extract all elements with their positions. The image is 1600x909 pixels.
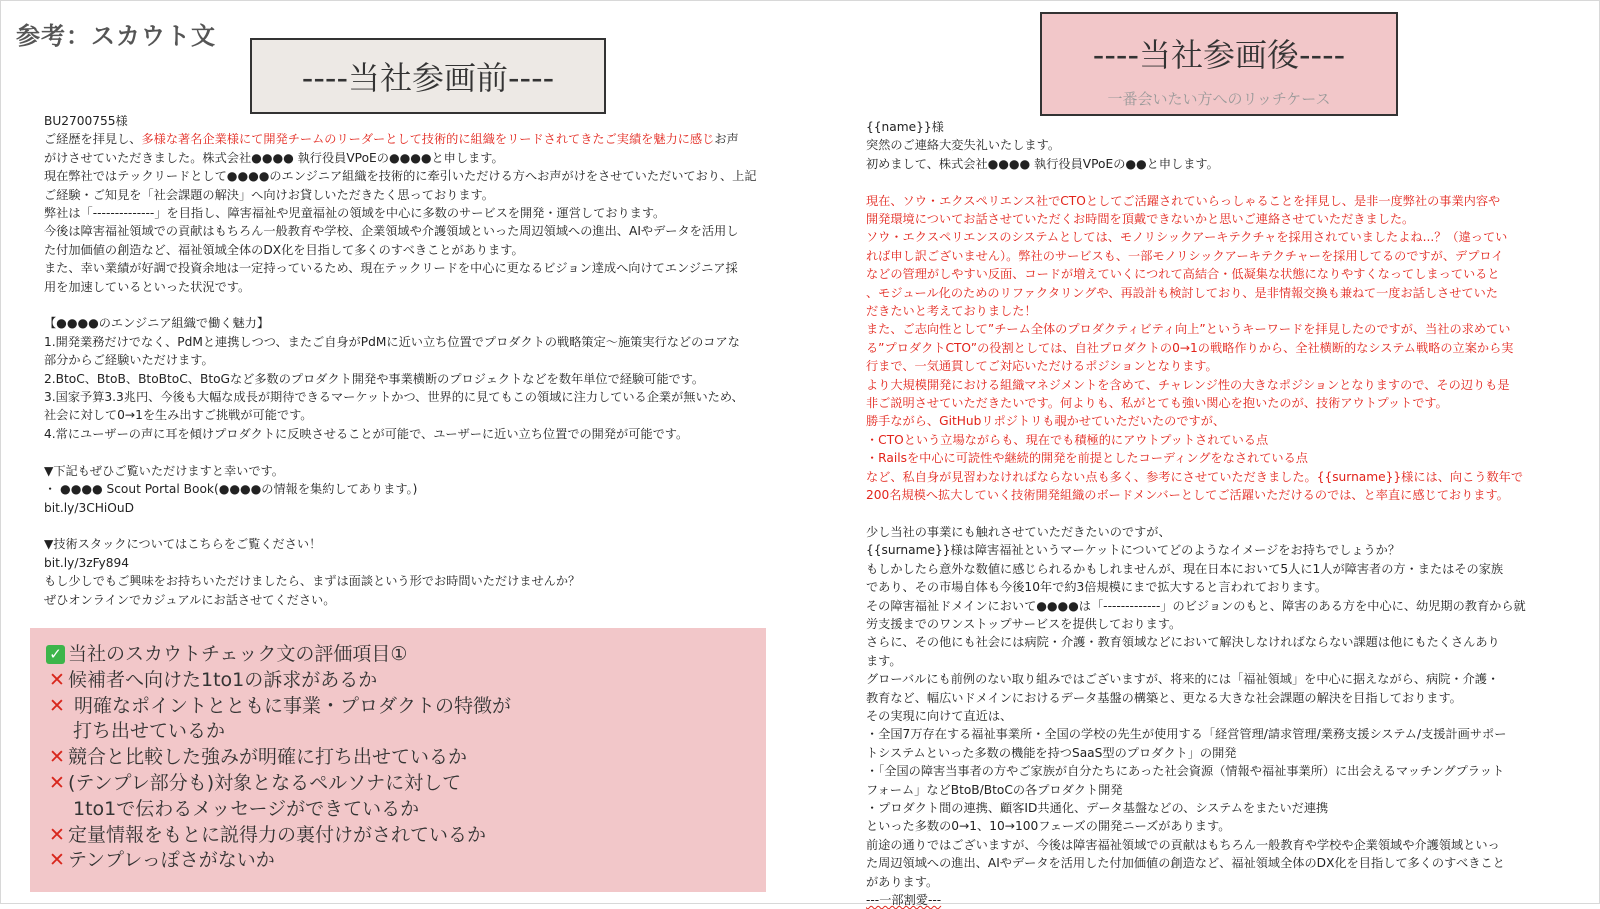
check-mark-icon: ✓: [46, 645, 65, 664]
before-title: ----当社参画前----: [301, 59, 555, 97]
letter-text: 開発環境についてお話させていただくお時間を頂戴できないかと思いご連絡させていただきました。: [866, 212, 1415, 227]
letter-text: 多様な著名企業様にて開発チームのリーダーとして技術的に組織をリードされてきたご実績を魅力に感じ: [141, 132, 715, 147]
letter-text: お声: [714, 132, 739, 147]
letter-line: [44, 370, 814, 388]
letter-line: [44, 462, 814, 480]
after-subtitle: 一番会いたい方へのリッチケース: [1107, 90, 1331, 108]
letter-text: 勝手ながら、GitHubリポジトリも覗かせていただいたのですが、: [866, 414, 1226, 429]
letter-line: [866, 265, 1578, 283]
letter-line: [44, 443, 814, 461]
letter-line: [44, 554, 814, 572]
checklist-item: [46, 694, 750, 720]
letter-text: 少し当社の事業にも触れさせていただきたいのですが、: [866, 524, 1171, 539]
before-title-box: [250, 38, 606, 114]
letter-text: る”プロダクトCTO”の役割としては、自社プロダクトの0→1の戦略作りから、全社横断的なシステム戦略の立案から実: [866, 340, 1514, 355]
letter-line: [866, 633, 1578, 651]
letter-line: [866, 799, 1578, 817]
letter-text: 今後は障害福祉領域での貢献はもちろん一般教育や学校、企業領域や介護領域といった周辺領域への進出、AIやデータを活用し: [44, 224, 739, 239]
letter-line: [44, 388, 814, 406]
letter-text: など、私自身が見習わなければならない点も多く、参考にさせていただきました。{{surname}}様には、向こう数年で: [866, 469, 1524, 484]
letter-line: [866, 376, 1578, 394]
letter-text: 弊社は「--------------」を目指し、障害福祉や児童福祉の領域を中心に多数のサービスを開発・運営しております。: [44, 206, 666, 221]
letter-line: [866, 781, 1578, 799]
letter-line: [866, 412, 1578, 430]
checklist-item: [46, 745, 750, 771]
letter-line: [866, 541, 1578, 559]
letter-line: [866, 615, 1578, 633]
evaluation-checklist: [30, 628, 766, 892]
letter-line: [44, 167, 814, 185]
letter-text: ---一部割愛---: [866, 893, 942, 908]
letter-text: 3.国家予算3.3兆円、今後も大幅な成長が期待できるマーケットかつ、世界的に見てもこの領域に注力している企業が無いため、: [44, 390, 744, 405]
letter-line: [866, 449, 1578, 467]
letter-line: [866, 339, 1578, 357]
letter-text: BU2700755様: [44, 114, 128, 128]
letter-line: [866, 652, 1578, 670]
letter-text: より大規模開発における組織マネジメントを含めて、チャレンジ性の大きなポジションとなりますので、その辺りも是: [866, 377, 1510, 392]
letter-line: [44, 296, 814, 314]
letter-line: [44, 535, 814, 553]
checklist-item-text: テンプレっぽさがないか: [68, 849, 275, 872]
letter-text: また、ご志向性として”チーム全体のプロダクティビティ向上”というキーワードを拝見したのですが、当社の求めてい: [866, 322, 1511, 337]
letter-line: [866, 468, 1578, 486]
cross-mark-icon: ✕: [49, 823, 65, 846]
letter-text: 社会に対して0→1を生み出すご挑戦が可能です。: [44, 408, 313, 423]
letter-text: bit.ly/3CHiOuD: [44, 500, 134, 515]
letter-text: ぜひオンラインでカジュアルにお話させてください。: [44, 592, 336, 607]
letter-text: といった多数の0→1、10→100フェーズの開発ニーズがあります。: [866, 819, 1231, 834]
letter-text: 労支援までのワンストップサービスを提供しております。: [866, 616, 1182, 631]
letter-text: 4.常にユーザーの声に耳を傾けプロダクトに反映させることが可能で、ユーザーに近い立ち位置での開発が可能です。: [44, 426, 689, 441]
letter-line: [866, 357, 1578, 375]
checklist-item-text: 明確なポイントとともに事業・プロダクトの特徴が: [68, 694, 512, 717]
letter-line: [866, 247, 1578, 265]
letter-text: であり、その市場自体も今後10年で約3倍規模にまで拡大すると言われております。: [866, 580, 1328, 595]
letter-line: [866, 486, 1578, 504]
checklist-item-text: 候補者へ向けた1to1の訴求があるか: [68, 668, 378, 691]
page-title: 参考：スカウト文: [16, 22, 216, 50]
letter-text: 教育など、幅広いドメインにおけるデータ基盤の構築と、更なる大きな社会課題の解決を目指しております。: [866, 690, 1462, 705]
letter-text: ます。: [866, 653, 902, 668]
letter-text: 行まで、一気通貫してご対応いただけるポジションとなります。: [866, 359, 1218, 374]
letter-line: [44, 130, 814, 148]
letter-line: [866, 210, 1578, 228]
letter-line: [866, 560, 1578, 578]
letter-line: [866, 689, 1578, 707]
letter-text: その障害福祉ドメインにおいて●●●●は「-------------」のビジョンのもと、障害のある方を中心に、幼児期の教育から就: [866, 598, 1526, 613]
letter-text: ・「全国の障害当事者の方やご家族が自分たちにあった社会資源（情報や福祉事業所）に出会えるマッチングプラット: [866, 764, 1505, 779]
letter-line: [866, 394, 1578, 412]
letter-text: 前途の通りではございますが、今後は障害福祉領域での貢献はもちろん一般教育や学校や企業領域や介護領域といっ: [866, 837, 1500, 852]
letter-text: ご経歴を拝見し、: [44, 132, 142, 147]
letter-text: トシステムといった多数の機能を持つSaaS型のプロダクト」の開発: [866, 745, 1237, 760]
after-title-box: [1040, 12, 1398, 116]
letter-text: だきたいと考えておりました！: [866, 304, 1037, 319]
letter-line: [866, 854, 1578, 872]
letter-line: [866, 578, 1578, 596]
letter-line: [44, 259, 814, 277]
letter-text: ソウ・エクスペリエンスのシステムとしては、モノリシックアーキテクチャを採用されていましたよね...？（違ってい: [866, 230, 1508, 245]
checklist-item: [46, 797, 750, 823]
letter-line: [44, 278, 814, 296]
cross-mark-icon: ✕: [49, 771, 65, 794]
letter-line: [866, 670, 1578, 688]
letter-line: [44, 499, 814, 517]
letter-text: がけさせていただきました。株式会社●●●● 執行役員VPoEの●●●●と申します。: [44, 150, 504, 165]
cross-mark-icon: ✕: [49, 668, 65, 691]
letter-text: 用を加速しているといった状況です。: [44, 279, 251, 294]
letter-text: 部分からご経験いただけます。: [44, 353, 214, 368]
letter-line: [44, 517, 814, 535]
letter-text: た周辺領域への進出、AIやデータを活用した付加価値の創造など、福祉領域全体のDX化を目指して多くのすべきこと: [866, 856, 1505, 871]
checklist-item-text: (テンプレ部分も)対象となるペルソナに対して: [68, 771, 462, 794]
letter-text: ・ ●●●● Scout Portal Book(●●●●の情報を集約してあります。): [44, 482, 418, 497]
letter-text: 200名規模へ拡大していく技術開発組織のボードメンバーとしてご活躍いただけるのでは、と率直に感じております。: [866, 488, 1509, 503]
letter-text: 現在弊社ではテックリードとして●●●●のエンジニア組織を技術的に牽引いただける方へお声がけをさせていただいており、上記: [44, 169, 757, 184]
letter-line: [44, 112, 814, 130]
letter-text: ・全国7万存在する福祉事業所・全国の学校の先生が使用する「経営管理/請求管理/業務支援システム/支援計画サポー: [866, 727, 1507, 742]
letter-text: さらに、その他にも社会には病院・介護・教育領域などにおいて解決しなければならない課題は他にもたくさんあり: [866, 635, 1500, 650]
letter-text: 、モジュール化のためのリファクタリングや、再設計も検討しており、是非情報交換も兼ねて一度お話しさせていた: [866, 285, 1498, 300]
checklist-item: [46, 848, 750, 874]
checklist-item: [46, 719, 750, 745]
letter-line: [866, 597, 1578, 615]
letter-line: [866, 431, 1578, 449]
letter-line: [866, 707, 1578, 725]
letter-line: [44, 406, 814, 424]
letter-line: [44, 351, 814, 369]
letter-line: [866, 192, 1578, 210]
letter-line: [866, 836, 1578, 854]
letter-text: また、幸い業績が好調で投資余地は一定持っているため、現在テックリードを中心に更なるビジョン達成へ向けてエンジニア採: [44, 261, 738, 276]
letter-line: [44, 186, 814, 204]
letter-text: ご経験・ご知見を「社会課題の解決」へ向けお貸しいただきたく思っております。: [44, 187, 494, 202]
letter-line: [44, 314, 814, 332]
checklist-item-text: 競合と比較した強みが明確に打ち出せているか: [68, 746, 468, 769]
cross-mark-icon: ✕: [49, 746, 65, 769]
letter-text: 突然のご連絡大変失礼いたします。: [866, 138, 1061, 153]
letter-line: [866, 744, 1578, 762]
letter-text: た付加価値の創造など、福祉領域全体のDX化を目指して多くのすべきことがあります。: [44, 242, 524, 257]
letter-line: [44, 149, 814, 167]
checklist-item: [46, 823, 750, 849]
letter-line: [44, 591, 814, 609]
letter-text: ・CTOという立場ながらも、現在でも積極的にアウトプットされている点: [866, 432, 1269, 447]
letter-line: [866, 725, 1578, 743]
letter-text: {{surname}}様は障害福祉というマーケットについてどのようなイメージをお持ちでしょうか？: [866, 543, 1401, 558]
checklist-item-text: 当社のスカウトチェック文の評価項目①: [68, 643, 408, 665]
checklist-item: [46, 668, 750, 694]
letter-text: 【●●●●のエンジニア組織で働く魅力】: [44, 316, 270, 331]
letter-line: [866, 320, 1578, 338]
scout-letter-before: [44, 112, 814, 609]
letter-text: ▼下記もぜひご覧いただけますと幸いです。: [44, 463, 284, 478]
letter-line: [866, 891, 1578, 909]
letter-text: フォーム」などBtoB/BtoCの各プロダクト開発: [866, 782, 1123, 797]
letter-line: [866, 817, 1578, 835]
letter-line: [44, 333, 814, 351]
checklist-item-text: 打ち出せているか: [73, 720, 226, 743]
letter-text: もしかしたら意外な数値に感じられるかもしれませんが、現在日本において5人に1人が障害者の方・またはその家族: [866, 561, 1504, 576]
letter-line: [44, 222, 814, 240]
letter-text: その実現に向けて直近は、: [866, 708, 1013, 723]
letter-line: [866, 505, 1578, 523]
letter-text: ・Railsを中心に可読性や継続的開発を前提としたコーディングをなされている点: [866, 451, 1308, 466]
letter-line: [866, 136, 1578, 154]
letter-line: [866, 173, 1578, 191]
letter-line: [866, 302, 1578, 320]
letter-text: {{name}}様: [866, 120, 944, 134]
letter-line: [44, 480, 814, 498]
checklist-item: [46, 771, 750, 797]
cross-mark-icon: ✕: [49, 849, 65, 872]
letter-line: [866, 762, 1578, 780]
checklist-item-text: 1to1で伝わるメッセージができているか: [73, 797, 420, 820]
letter-text: 初めまして、株式会社●●●● 執行役員VPoEの●●と申します。: [866, 156, 1219, 171]
letter-text: ・プロダクト間の連携、顧客ID共通化、データ基盤などの、システムをまたいだ連携: [866, 801, 1329, 815]
letter-text: もし少しでもご興味をお持ちいただけましたら、まずは面談という形でお時間いただけませんか？: [44, 574, 581, 589]
letter-line: [44, 241, 814, 259]
letter-text: グローバルにも前例のない取り組みではございますが、将来的には「福祉領域」を中心に据えながら、病院・介護・: [866, 672, 1500, 687]
letter-line: [866, 155, 1578, 173]
letter-line: [866, 118, 1578, 136]
letter-line: [44, 425, 814, 443]
letter-text: ▼技術スタックについてはこちらをご覧ください！: [44, 537, 322, 552]
letter-line: [866, 523, 1578, 541]
checklist-item-text: 定量情報をもとに説得力の裏付けがされているか: [68, 823, 487, 846]
letter-line: [866, 228, 1578, 246]
letter-text: bit.ly/3zFy894: [44, 555, 129, 570]
letter-line: [866, 873, 1578, 891]
letter-line: [866, 284, 1578, 302]
letter-text: れば申し訳ございません）。弊社のサービスも、一部モノリシックアーキテクチャーを採用してるのですが、デプロイ: [866, 248, 1504, 263]
letter-text: があります。: [866, 874, 939, 889]
cross-mark-icon: ✕: [49, 694, 65, 717]
after-title: ----当社参画後----: [1092, 36, 1346, 74]
letter-text: 非ご説明させていただきたいです。何よりも、私がとても強い関心を抱いたのが、技術アウトプットです。: [866, 396, 1448, 411]
checklist-item: [46, 642, 750, 668]
letter-line: [44, 572, 814, 590]
letter-text: 2.BtoC、BtoB、BtoBtoC、BtoGなど多数のプロダクト開発や事業横断のプロジェクトなどを数年単位で経験可能です。: [44, 371, 705, 386]
scout-letter-after: [866, 118, 1578, 909]
letter-line: [44, 204, 814, 222]
letter-text: 現在、ソウ・エクスペリエンス社でCTOとしてご活躍されていらっしゃることを拝見し、是非一度弊社の事業内容や: [866, 193, 1501, 208]
letter-text: などの管理がしやすい反面、コードが増えていくにつれて高結合・低凝集な状態になりやすくなってしまっていると: [866, 267, 1500, 282]
letter-text: 1.開発業務だけでなく、PdMと連携しつつ、またご自身がPdMに近い立ち位置でプロダクトの戦略策定〜施策実行などのコアな: [44, 334, 740, 349]
